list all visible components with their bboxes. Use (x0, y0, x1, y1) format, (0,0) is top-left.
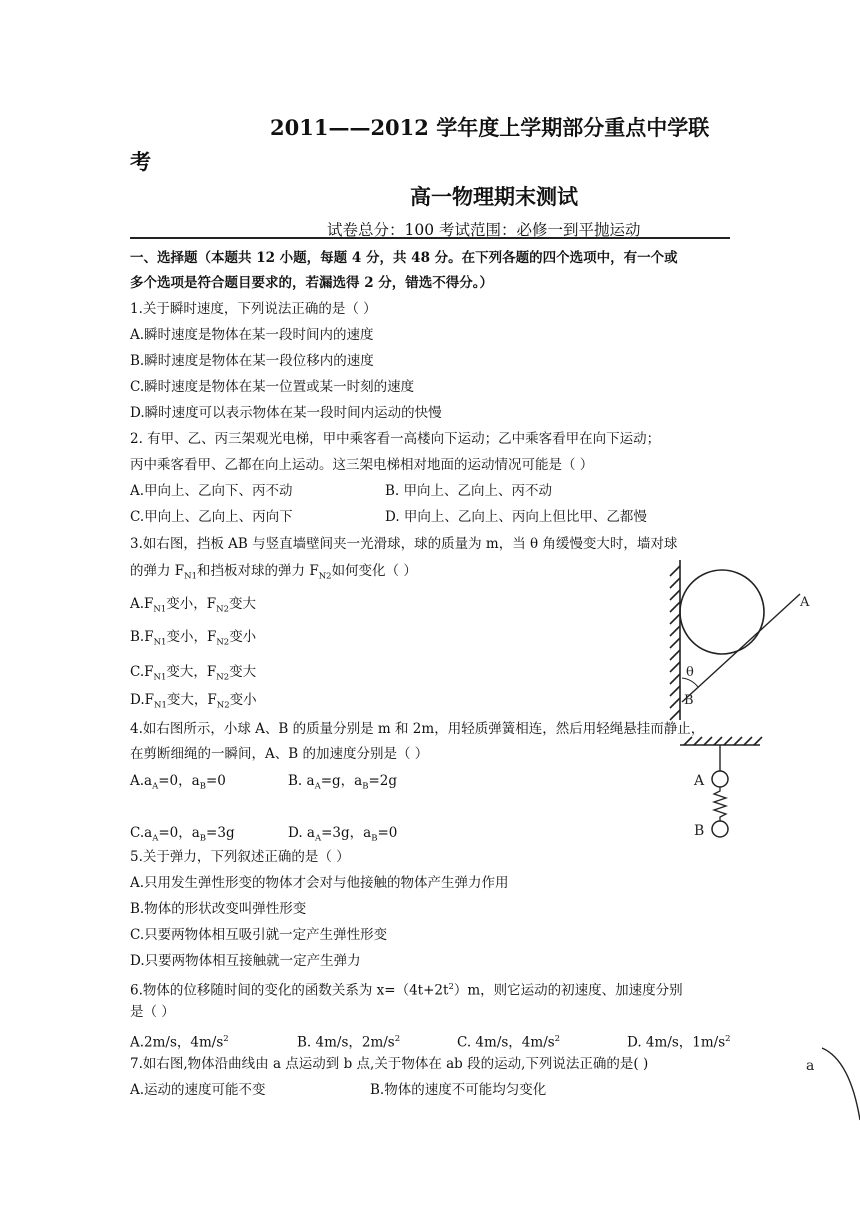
q6-stem-line1: 6.物体的位移随时间的变化的函数关系为 $x=(4t+2t^2)m$，则它运动的初速度、加速度分别 (130, 982, 683, 999)
q7-stem: 7.如右图,物体沿曲线由 a 点运动到 b 点,关于物体在 ab 段的运动,下列说法正确的是( ) (130, 1056, 649, 1072)
q7-figure (800, 1040, 860, 1130)
q6-option-d: D. 4m/s，$1m/s^2$ (627, 1034, 731, 1051)
q2-stem-line1: 2. 有甲、乙、丙三架观光电梯，甲中乘客看一高楼向下运动；乙中乘客看甲在向下运动； (130, 431, 661, 447)
q7-option-b: B.物体的速度不可能均匀变化 (370, 1082, 547, 1098)
q1-option-d: D.瞬时速度可以表示物体在某一段时间内运动的快慢 (130, 405, 442, 421)
q6-option-a: A.2m/s，$4m/s^2$ (130, 1034, 229, 1051)
section1-heading-line1: 一、选择题（本题共 12 小题，每题 4 分，共 48 分。在下列各题的四个选项中，有一个或 (130, 250, 678, 266)
q1-option-c: C.瞬时速度是物体在某一位置或某一时刻的速度 (130, 379, 415, 395)
ball (680, 570, 764, 654)
q3-label-a: A (800, 595, 810, 610)
q3-option-c: $C.F_{N1}$变大，$F_{N2}$变大 (130, 664, 257, 683)
q5-stem: 5.关于弹力，下列叙述正确的是（ ） (130, 849, 350, 865)
q4-stem-line1: 4.如右图所示，小球 A、B 的质量分别是 m 和 2m，用轻质弹簧相连，然后用轻绳悬挂而静止， (130, 721, 705, 737)
curve-ab (822, 1048, 860, 1120)
q3-figure (660, 560, 830, 720)
q6-option-c: C. 4m/s，$4m/s^2$ (457, 1034, 561, 1051)
q1-stem: 1.关于瞬时速度，下列说法正确的是（ ） (130, 301, 377, 317)
q5-option-c: C.只要两物体相互吸引就一定产生弹性形变 (130, 927, 388, 943)
ball-b (712, 821, 728, 837)
exam-meta: 试卷总分：100 考试范围：必修一到平抛运动 (327, 221, 641, 239)
exam-title-line1: 2011——2012 学年度上学期部分重点中学联 (270, 115, 710, 140)
q4-figure (680, 735, 770, 845)
ceiling (680, 737, 762, 745)
q3-option-a: $A.F_{N1}$变小，$F_{N2}$变大 (130, 596, 257, 615)
q2-option-d: D. 甲向上、乙向上、丙向上但比甲、乙都慢 (385, 509, 647, 525)
q3-label-theta: θ (686, 665, 694, 680)
section1-heading-line2: 多个选项是符合题目要求的，若漏选得 2 分，错选不得分。） (130, 275, 494, 291)
q3-option-d: $D.F_{N1}$变大，$F_{N2}$变小 (130, 692, 257, 711)
q4-option-a: $A.a_A=0$，$a_B=0$ (130, 773, 226, 792)
ball-a (712, 771, 728, 787)
wall (670, 560, 680, 720)
exam-title-line2: 高一物理期末测试 (410, 184, 578, 209)
q1-option-a: A.瞬时速度是物体在某一段时间内的速度 (130, 327, 374, 343)
header-divider (130, 237, 730, 239)
q4-label-a: A (694, 773, 705, 789)
q2-stem-line2: 丙中乘客看甲、乙都在向上运动。这三架电梯相对地面的运动情况可能是（ ） (130, 457, 594, 473)
q2-option-c: C.甲向上、乙向上、丙向下 (130, 509, 293, 525)
q2-option-b: B. 甲向上、乙向上、丙不动 (385, 483, 553, 499)
spring (714, 787, 726, 821)
q3-label-b: B (684, 693, 694, 708)
q4-option-c: $C.a_A=0$，$a_B=3g$ (130, 825, 235, 844)
q4-stem-line2: 在剪断细绳的一瞬间，A、B 的加速度分别是（ ） (130, 746, 429, 762)
q4-option-b: B. $a_A=g$，$a_B=2g$ (288, 773, 398, 792)
q1-option-b: B.瞬时速度是物体在某一段位移内的速度 (130, 353, 374, 369)
q5-option-b: B.物体的形状改变叫弹性形变 (130, 901, 307, 917)
q2-option-a: A.甲向上、乙向下、丙不动 (130, 483, 293, 499)
q6-option-b: B. 4m/s，$2m/s^2$ (297, 1034, 401, 1051)
q6-stem-line2: 是（ ） (130, 1004, 175, 1020)
q7-option-a: A.运动的速度可能不变 (130, 1082, 266, 1098)
q7-label-a: a (806, 1058, 815, 1074)
q4-label-b: B (694, 823, 705, 839)
q5-option-a: A.只用发生弹性形变的物体才会对与他接触的物体产生弹力作用 (130, 875, 509, 891)
q3-option-b: $B.F_{N1}$变小，$F_{N2}$变小 (130, 629, 257, 648)
exam-title-line1-continued: 考 (130, 149, 151, 174)
q4-option-d: D. $a_A=3g$，$a_B=0$ (288, 825, 398, 844)
q3-stem-line2: 的弹力 $F_{N1}$和挡板对球的弹力 $F_{N2}$如何变化（ ） (130, 563, 417, 582)
q5-option-d: D.只要两物体相互接触就一定产生弹力 (130, 953, 361, 969)
q3-stem-line1: 3.如右图，挡板 AB 与竖直墙壁间夹一光滑球，球的质量为 m，当 θ 角缓慢变大时，墙对球 (130, 536, 678, 552)
